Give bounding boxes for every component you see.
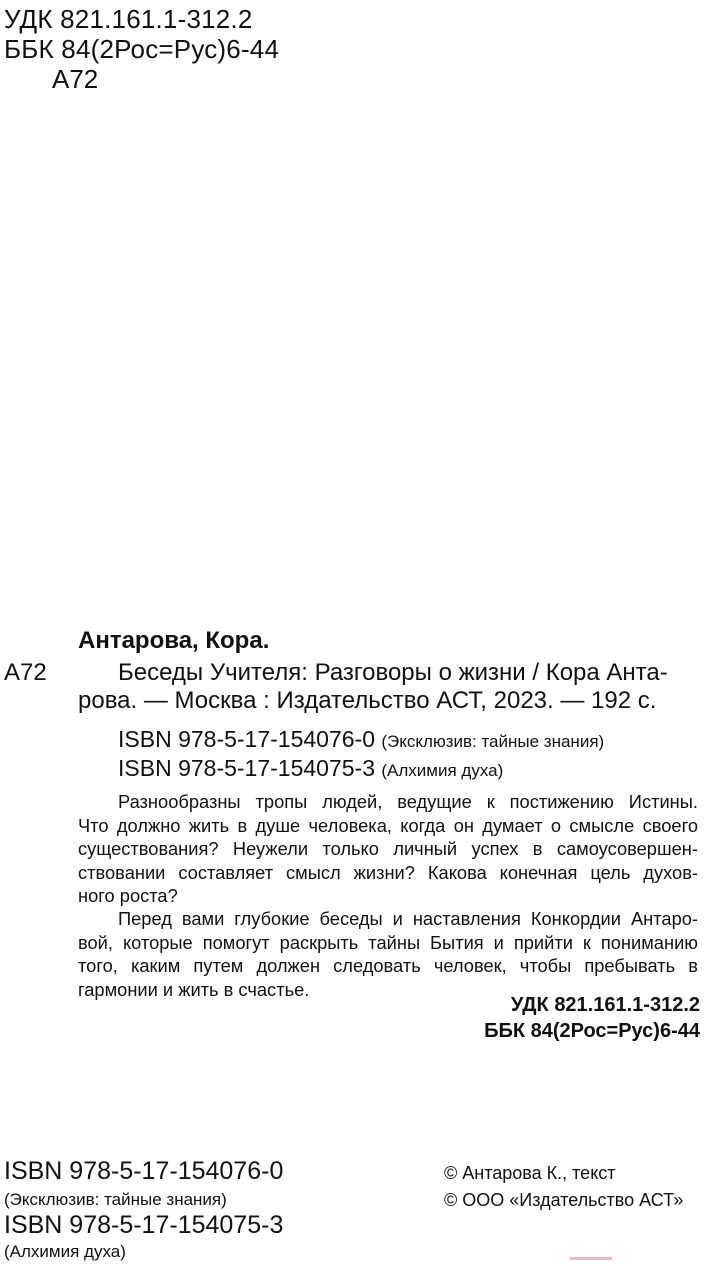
card-isbn-1 [118,726,604,753]
annotation-line: Что должно жить в душе человека, когда он думает о смысле своего [78,814,698,836]
annotation-line: вой, которые помогут раскрыть тайны Бытия и прийти к пониманию [78,931,698,953]
annotation-paragraph-2 [78,907,698,1001]
card-isbn-1-series: (Эксклюзив: тайные знания) [381,732,605,751]
annotation-line: ного роста? [78,885,178,906]
footer-isbn-1-series: (Эксклюзив: тайные знания) [4,1190,227,1209]
scan-mark [570,1257,612,1260]
footer-isbn-1: ISBN 978-5-17-154076-0 [4,1157,284,1185]
card-author: Антарова, Кора. [78,627,270,654]
annotation-paragraph-1 [78,790,698,908]
copyright-author: © Антарова К., текст [444,1163,616,1183]
card-bibliographic-line-2: рова. — Москва : Издательство АСТ, 2023. — 192 с. [78,687,657,714]
card-udk-code: УДК 821.161.1-312.2 [510,994,700,1016]
card-isbn-2-number: ISBN 978-5-17-154075-3 [118,755,375,781]
footer-isbn-2: ISBN 978-5-17-154075-3 [4,1211,284,1239]
card-isbn-2-series: (Алхимия духа) [381,761,504,780]
card-isbn-2 [118,755,503,782]
card-bbk-code: ББК 84(2Рос=Рус)6-44 [484,1020,700,1042]
card-author-mark: А72 [4,659,47,686]
card-bibliographic-line-1: Беседы Учителя: Разговоры о жизни / Кора Анта- [118,659,668,686]
footer-isbn-2-series: (Алхимия духа) [4,1242,126,1261]
annotation-line: Разнообразны тропы людей, ведущие к постижению Истины. [118,791,698,812]
annotation-line: существования? Неужели только личный успех в самоусовершен- [78,838,698,859]
udk-code-top: УДК 821.161.1-312.2 [4,4,253,34]
annotation-line: ствовании составляет смысл жизни? Какова конечная цель духов- [78,861,698,883]
copyright-publisher: © ООО «Издательство АСТ» [444,1190,684,1210]
annotation-line: Перед вами глубокие беседы и наставления Конкордии Антаро- [118,908,698,929]
annotation-line: гармонии и жить в счастье. [78,978,310,1000]
annotation-line: того, каким путем должен следовать человек, чтобы пребывать в [78,955,698,976]
author-mark-top: А72 [52,64,99,94]
bbk-code-top: ББК 84(2Рос=Рус)6-44 [4,34,280,64]
card-isbn-1-number: ISBN 978-5-17-154076-0 [118,726,375,752]
